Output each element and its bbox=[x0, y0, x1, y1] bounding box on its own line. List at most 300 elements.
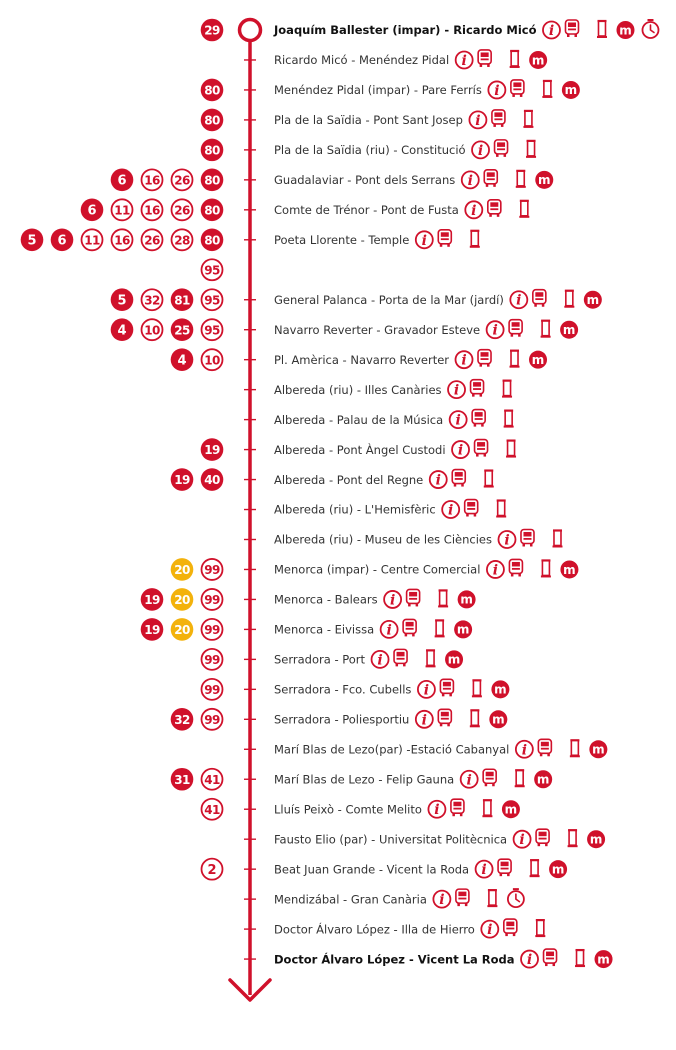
bus-line-number: 20 bbox=[174, 593, 190, 608]
svg-text:i: i bbox=[455, 412, 461, 429]
stop-row[interactable] bbox=[244, 380, 512, 399]
metro-icon[interactable] bbox=[562, 81, 580, 99]
info-icon[interactable] bbox=[462, 171, 479, 189]
totem-icon[interactable] bbox=[435, 620, 445, 636]
totem-icon[interactable] bbox=[470, 231, 480, 247]
totem-icon[interactable] bbox=[506, 441, 516, 457]
bus-line-number: 95 bbox=[204, 263, 220, 278]
stop-name[interactable]: Menorca - Balears bbox=[274, 592, 378, 607]
bus-icon[interactable] bbox=[504, 919, 517, 936]
bus-line-badge[interactable] bbox=[171, 618, 194, 641]
bus-icon[interactable] bbox=[492, 110, 505, 127]
bus-line-number: 11 bbox=[84, 233, 100, 248]
metro-icon[interactable] bbox=[534, 770, 552, 788]
bus-icon[interactable] bbox=[495, 140, 508, 157]
bus-line-badge[interactable] bbox=[202, 349, 223, 370]
stop-row[interactable] bbox=[111, 169, 554, 192]
bus-line-badge[interactable] bbox=[202, 259, 223, 280]
stop-row[interactable] bbox=[171, 708, 508, 731]
bus-line-badge[interactable] bbox=[202, 679, 223, 700]
bus-line-badge[interactable] bbox=[142, 199, 163, 220]
metro-icon[interactable] bbox=[560, 321, 578, 339]
totem-icon[interactable] bbox=[519, 201, 529, 217]
bus-icon[interactable] bbox=[498, 859, 511, 876]
bus-line-badge[interactable] bbox=[111, 318, 134, 341]
stop-row[interactable] bbox=[201, 438, 516, 461]
bus-icon[interactable] bbox=[511, 80, 524, 97]
bus-icon[interactable] bbox=[475, 440, 488, 457]
svg-text:i: i bbox=[423, 682, 430, 699]
svg-text:i: i bbox=[386, 622, 392, 639]
stop-name[interactable]: Serradora - Poliesportiu bbox=[274, 712, 410, 727]
stop-row[interactable] bbox=[171, 348, 547, 371]
bus-icon[interactable] bbox=[472, 410, 485, 427]
totem-icon[interactable] bbox=[575, 950, 585, 966]
route-start-marker bbox=[240, 20, 261, 41]
stop-row[interactable] bbox=[171, 768, 552, 791]
totem-icon[interactable] bbox=[542, 81, 552, 97]
bus-icon[interactable] bbox=[403, 619, 416, 636]
bus-line-number: 95 bbox=[204, 323, 220, 338]
info-icon[interactable] bbox=[442, 501, 459, 519]
totem-icon[interactable] bbox=[535, 920, 545, 936]
bus-line-number: 41 bbox=[204, 772, 220, 787]
bus-line-number: 16 bbox=[114, 233, 130, 248]
bus-line-badge[interactable] bbox=[142, 229, 163, 250]
totem-icon[interactable] bbox=[570, 740, 580, 756]
stop-name[interactable]: Menéndez Pidal (impar) - Pare Ferrís bbox=[274, 83, 482, 98]
svg-text:i: i bbox=[526, 952, 533, 969]
totem-icon[interactable] bbox=[496, 501, 506, 517]
svg-text:m: m bbox=[494, 682, 507, 697]
info-icon[interactable] bbox=[452, 441, 469, 459]
bus-line-badge[interactable] bbox=[141, 588, 164, 611]
info-icon[interactable] bbox=[476, 861, 493, 879]
bus-icon[interactable] bbox=[440, 679, 453, 696]
metro-icon[interactable] bbox=[616, 21, 634, 39]
bus-line-badge[interactable] bbox=[172, 229, 193, 250]
bus-line-badge[interactable] bbox=[171, 288, 194, 311]
bus-icon[interactable] bbox=[465, 500, 478, 517]
metro-icon[interactable] bbox=[584, 291, 602, 309]
bus-line-number: 26 bbox=[174, 173, 190, 188]
totem-icon[interactable] bbox=[482, 800, 492, 816]
info-icon[interactable] bbox=[521, 951, 538, 969]
bus-line-badge[interactable] bbox=[171, 558, 194, 581]
stop-row[interactable] bbox=[141, 618, 472, 641]
bus-line-number: 95 bbox=[204, 293, 220, 308]
stop-name[interactable]: Mendizábal - Gran Canària bbox=[274, 892, 427, 907]
totem-icon[interactable] bbox=[523, 111, 533, 127]
metro-icon[interactable] bbox=[454, 620, 472, 638]
totem-icon[interactable] bbox=[426, 650, 436, 666]
bus-line-badge[interactable] bbox=[202, 799, 223, 820]
svg-text:m: m bbox=[586, 293, 600, 308]
info-icon[interactable] bbox=[416, 711, 433, 729]
info-icon[interactable] bbox=[498, 531, 515, 549]
bus-line-badge[interactable] bbox=[112, 199, 133, 220]
stop-name[interactable]: Navarro Reverter - Gravador Esteve bbox=[274, 322, 481, 337]
bus-icon[interactable] bbox=[483, 769, 496, 786]
bus-icon[interactable] bbox=[438, 709, 451, 726]
bus-line-badge[interactable] bbox=[202, 859, 223, 880]
info-icon[interactable] bbox=[516, 741, 533, 759]
svg-text:i: i bbox=[521, 742, 528, 759]
bus-line-number: 26 bbox=[144, 233, 160, 248]
stop-name[interactable]: Albereda - Pont Àngel Custodi bbox=[274, 442, 446, 457]
stop-row[interactable] bbox=[244, 919, 545, 938]
bus-icon[interactable] bbox=[478, 350, 491, 367]
info-icon[interactable] bbox=[543, 22, 560, 40]
svg-text:i: i bbox=[492, 562, 499, 579]
bus-icon[interactable] bbox=[509, 559, 522, 576]
stop-row[interactable] bbox=[244, 50, 547, 69]
clock-icon[interactable] bbox=[642, 20, 658, 38]
bus-line-number: 80 bbox=[204, 83, 220, 98]
metro-icon[interactable] bbox=[502, 800, 520, 818]
metro-icon[interactable] bbox=[560, 560, 578, 578]
totem-icon[interactable] bbox=[526, 141, 536, 157]
bus-line-badge[interactable] bbox=[112, 229, 133, 250]
bus-line-badge[interactable] bbox=[142, 169, 163, 190]
stop-row[interactable] bbox=[202, 679, 510, 700]
bus-line-number: 80 bbox=[204, 233, 220, 248]
info-icon[interactable] bbox=[472, 141, 489, 159]
svg-text:i: i bbox=[434, 802, 440, 819]
svg-text:m: m bbox=[504, 802, 518, 817]
bus-icon[interactable] bbox=[521, 529, 534, 546]
bus-line-number: 16 bbox=[144, 173, 160, 188]
stop-row[interactable] bbox=[244, 829, 605, 848]
bus-line-badge[interactable] bbox=[171, 588, 194, 611]
bus-line-number: 32 bbox=[174, 712, 190, 727]
svg-text:i: i bbox=[377, 652, 383, 669]
bus-line-badge[interactable] bbox=[111, 288, 134, 311]
info-icon[interactable] bbox=[469, 111, 486, 129]
stop-row[interactable] bbox=[171, 558, 579, 581]
bus-icon[interactable] bbox=[509, 320, 522, 337]
bus-icon[interactable] bbox=[478, 50, 491, 67]
stop-row[interactable] bbox=[244, 889, 524, 908]
totem-icon[interactable] bbox=[515, 770, 525, 786]
stop-name[interactable]: Pla de la Saïdia - Pont Sant Josep bbox=[274, 113, 463, 128]
bus-line-badge[interactable] bbox=[141, 618, 164, 641]
bus-line-badge[interactable] bbox=[202, 559, 223, 580]
bus-line-number: 16 bbox=[144, 203, 160, 218]
svg-text:m: m bbox=[460, 592, 473, 607]
stop-name[interactable]: Pl. Amèrica - Navarro Reverter bbox=[274, 352, 450, 367]
totem-icon[interactable] bbox=[510, 51, 520, 67]
svg-text:i: i bbox=[504, 532, 510, 549]
bus-line-number: 99 bbox=[204, 682, 220, 697]
bus-icon[interactable] bbox=[565, 20, 578, 37]
bus-icon[interactable] bbox=[456, 889, 469, 906]
stop-row[interactable] bbox=[201, 79, 580, 102]
bus-line-number: 6 bbox=[87, 203, 97, 219]
stop-name[interactable]: Menorca - Eivissa bbox=[274, 622, 375, 637]
bus-line-number: 41 bbox=[204, 802, 220, 817]
bus-line-badge[interactable] bbox=[51, 228, 74, 251]
info-icon[interactable] bbox=[481, 921, 498, 939]
bus-icon[interactable] bbox=[484, 170, 497, 187]
bus-line-badge[interactable] bbox=[171, 768, 194, 791]
info-icon[interactable] bbox=[456, 351, 473, 369]
bus-icon[interactable] bbox=[394, 649, 407, 666]
bus-line-number: 29 bbox=[204, 23, 220, 38]
metro-icon[interactable] bbox=[587, 830, 605, 848]
stop-name[interactable]: Marí Blas de Lezo(par) -Estació Cabanyal bbox=[274, 742, 510, 757]
metro-icon[interactable] bbox=[529, 51, 547, 69]
stop-name[interactable]: Ricardo Micó - Menéndez Pidal bbox=[274, 53, 450, 68]
bus-line-number: 4 bbox=[177, 353, 187, 369]
bus-line-badge[interactable] bbox=[171, 468, 194, 491]
bus-line-number: 99 bbox=[204, 712, 220, 727]
stop-row[interactable] bbox=[141, 588, 476, 611]
svg-text:i: i bbox=[389, 592, 396, 609]
totem-icon[interactable] bbox=[564, 291, 574, 307]
bus-line-number: 10 bbox=[204, 353, 220, 368]
stop-name[interactable]: Menorca (impar) - Centre Comercial bbox=[274, 562, 481, 577]
svg-text:i: i bbox=[457, 442, 464, 459]
svg-text:i: i bbox=[439, 892, 445, 909]
stop-name[interactable]: Marí Blas de Lezo - Felip Gauna bbox=[274, 772, 455, 787]
bus-line-number: 19 bbox=[204, 443, 220, 458]
bus-line-badge[interactable] bbox=[201, 468, 224, 491]
clock-icon[interactable] bbox=[508, 889, 524, 907]
svg-text:i: i bbox=[466, 772, 472, 789]
bus-line-number: 5 bbox=[117, 293, 127, 309]
stop-row[interactable] bbox=[111, 318, 578, 341]
bus-line-number: 25 bbox=[174, 323, 190, 338]
bus-line-badge[interactable] bbox=[201, 199, 224, 222]
totem-icon[interactable] bbox=[487, 890, 497, 906]
stop-row[interactable] bbox=[244, 949, 613, 968]
stop-name[interactable]: Beat Juan Grande - Vicent la Roda bbox=[274, 862, 470, 877]
stop-name[interactable]: Lluís Peixò - Comte Melito bbox=[274, 802, 422, 817]
totem-icon[interactable] bbox=[472, 680, 482, 696]
totem-icon[interactable] bbox=[484, 471, 494, 487]
bus-line-badge[interactable] bbox=[142, 319, 163, 340]
bus-line-badge[interactable] bbox=[142, 289, 163, 310]
totem-icon[interactable] bbox=[438, 590, 448, 606]
metro-icon[interactable] bbox=[491, 680, 509, 698]
totem-icon[interactable] bbox=[470, 710, 480, 726]
bus-icon[interactable] bbox=[538, 739, 551, 756]
stop-name[interactable]: Comte de Trénor - Pont de Fusta bbox=[274, 203, 459, 218]
svg-text:i: i bbox=[453, 382, 460, 399]
bus-line-badge[interactable] bbox=[201, 19, 224, 42]
info-icon[interactable] bbox=[428, 801, 445, 819]
stop-name[interactable]: Albereda - Pont del Regne bbox=[274, 472, 424, 487]
info-icon[interactable] bbox=[384, 591, 401, 609]
svg-text:m: m bbox=[447, 652, 461, 667]
stop-row[interactable] bbox=[81, 199, 530, 222]
metro-icon[interactable] bbox=[445, 650, 463, 668]
svg-text:i: i bbox=[471, 202, 477, 219]
bus-icon[interactable] bbox=[544, 949, 557, 966]
bus-line-number: 80 bbox=[204, 143, 220, 158]
stop-row[interactable] bbox=[171, 468, 494, 491]
stop-row[interactable] bbox=[244, 410, 514, 429]
bus-icon[interactable] bbox=[533, 290, 546, 307]
stop-name[interactable]: General Palanca - Porta de la Mar (jardí) bbox=[274, 292, 504, 307]
info-icon[interactable] bbox=[487, 321, 504, 339]
stop-name[interactable]: Fausto Elio (par) - Universitat Politècnica bbox=[274, 832, 508, 847]
bus-line-number: 99 bbox=[204, 563, 220, 578]
bus-line-number: 4 bbox=[117, 323, 127, 339]
bus-line-badge[interactable] bbox=[171, 318, 194, 341]
stop-row[interactable] bbox=[244, 739, 607, 758]
info-icon[interactable] bbox=[372, 651, 389, 669]
stop-name[interactable]: Poeta Llorente - Temple bbox=[274, 232, 410, 247]
bus-line-badge[interactable] bbox=[171, 348, 194, 371]
svg-text:i: i bbox=[467, 172, 473, 189]
stop-row[interactable] bbox=[202, 859, 568, 880]
bus-line-badge[interactable] bbox=[171, 708, 194, 731]
bus-line-number: 19 bbox=[174, 473, 190, 488]
bus-line-number: 19 bbox=[144, 623, 160, 637]
bus-icon[interactable] bbox=[536, 829, 549, 846]
info-icon[interactable] bbox=[510, 291, 527, 309]
bus-line-number: 6 bbox=[117, 173, 127, 189]
bus-line-number: 40 bbox=[204, 473, 220, 488]
bus-icon[interactable] bbox=[407, 589, 420, 606]
info-icon[interactable] bbox=[381, 621, 398, 639]
info-icon[interactable] bbox=[487, 561, 504, 579]
totem-icon[interactable] bbox=[597, 21, 607, 37]
bus-line-badge[interactable] bbox=[202, 649, 223, 670]
bus-line-badge[interactable] bbox=[202, 619, 223, 640]
metro-icon[interactable] bbox=[535, 171, 553, 189]
bus-line-number: 31 bbox=[174, 772, 190, 787]
stop-name[interactable]: Albereda - Palau de la Música bbox=[274, 412, 444, 427]
totem-icon[interactable] bbox=[541, 321, 551, 337]
info-icon[interactable] bbox=[456, 51, 473, 69]
bus-line-badge[interactable] bbox=[202, 709, 223, 730]
metro-icon[interactable] bbox=[489, 710, 507, 728]
metro-icon[interactable] bbox=[549, 860, 567, 878]
metro-icon[interactable] bbox=[595, 950, 613, 968]
stop-row[interactable] bbox=[202, 259, 223, 280]
svg-text:m: m bbox=[592, 742, 605, 757]
totem-icon[interactable] bbox=[516, 171, 526, 187]
info-icon[interactable] bbox=[416, 231, 433, 249]
totem-icon[interactable] bbox=[502, 381, 512, 397]
stop-name[interactable]: Albereda (riu) - Illes Canàries bbox=[274, 382, 442, 397]
svg-text:i: i bbox=[481, 862, 487, 879]
info-icon[interactable] bbox=[514, 831, 531, 849]
svg-text:i: i bbox=[548, 23, 555, 39]
bus-line-badge[interactable] bbox=[201, 228, 224, 251]
info-icon[interactable] bbox=[488, 81, 505, 99]
stop-name[interactable]: Albereda (riu) - Museu de les Ciències bbox=[274, 532, 492, 547]
metro-icon[interactable] bbox=[589, 740, 607, 758]
bus-line-number: 80 bbox=[204, 173, 220, 188]
svg-text:m: m bbox=[564, 83, 578, 98]
stop-name[interactable]: Guadalaviar - Pont dels Serrans bbox=[274, 173, 456, 188]
bus-line-badge[interactable] bbox=[201, 139, 224, 162]
bus-icon[interactable] bbox=[451, 799, 464, 816]
stop-name[interactable]: Joaquím Ballester (impar) - Ricardo Micó bbox=[274, 23, 537, 38]
bus-line-badge[interactable] bbox=[201, 438, 224, 461]
svg-text:m: m bbox=[619, 23, 632, 38]
stop-name[interactable]: Pla de la Saïdia (riu) - Constitució bbox=[274, 143, 466, 158]
stop-name[interactable]: Doctor Álvaro López - Vicent La Roda bbox=[274, 952, 515, 967]
svg-text:i: i bbox=[475, 112, 481, 129]
stop-name[interactable]: Serradora - Port bbox=[274, 652, 366, 667]
stop-row[interactable] bbox=[244, 529, 562, 548]
bus-line-number: 99 bbox=[204, 623, 220, 637]
bus-line-badge[interactable] bbox=[82, 229, 103, 250]
bus-line-number: 11 bbox=[114, 203, 130, 218]
bus-line-badge[interactable] bbox=[172, 199, 193, 220]
bus-line-badge[interactable] bbox=[202, 319, 223, 340]
stop-row[interactable] bbox=[111, 288, 602, 311]
bus-line-badge[interactable] bbox=[21, 228, 44, 251]
bus-icon[interactable] bbox=[471, 380, 484, 397]
stop-name[interactable]: Doctor Álvaro López - Illa de Hierro bbox=[274, 922, 475, 937]
bus-line-badge[interactable] bbox=[172, 169, 193, 190]
svg-text:m: m bbox=[531, 53, 545, 68]
info-icon[interactable] bbox=[430, 471, 447, 489]
bus-line-number: 19 bbox=[144, 593, 160, 608]
svg-text:m: m bbox=[538, 173, 551, 188]
bus-icon[interactable] bbox=[438, 230, 451, 247]
totem-icon[interactable] bbox=[510, 351, 520, 367]
metro-icon[interactable] bbox=[529, 351, 547, 369]
bus-line-badge[interactable] bbox=[201, 109, 224, 132]
bus-line-badge[interactable] bbox=[111, 169, 134, 192]
totem-icon[interactable] bbox=[568, 830, 578, 846]
stop-row[interactable] bbox=[201, 19, 659, 42]
bus-line-badge[interactable] bbox=[201, 79, 224, 102]
metro-icon[interactable] bbox=[458, 590, 476, 608]
svg-text:m: m bbox=[562, 323, 576, 337]
stops-layer bbox=[21, 19, 659, 968]
bus-icon[interactable] bbox=[488, 200, 501, 217]
bus-line-badge[interactable] bbox=[201, 169, 224, 192]
stop-row[interactable] bbox=[244, 500, 506, 519]
stop-name[interactable]: Albereda (riu) - L'Hemisfèric bbox=[274, 502, 436, 517]
bus-line-number: 10 bbox=[144, 323, 160, 338]
totem-icon[interactable] bbox=[530, 860, 540, 876]
svg-text:i: i bbox=[421, 232, 427, 249]
svg-text:i: i bbox=[461, 52, 467, 69]
bus-line-badge[interactable] bbox=[202, 769, 223, 790]
bus-line-number: 32 bbox=[144, 293, 160, 308]
svg-text:i: i bbox=[448, 502, 454, 519]
stop-row[interactable] bbox=[202, 649, 464, 670]
bus-line-badge[interactable] bbox=[81, 199, 104, 222]
svg-text:m: m bbox=[531, 352, 545, 367]
totem-icon[interactable] bbox=[504, 411, 514, 427]
info-icon[interactable] bbox=[433, 891, 450, 909]
bus-line-badge[interactable] bbox=[202, 589, 223, 610]
info-icon[interactable] bbox=[461, 771, 478, 789]
svg-text:i: i bbox=[519, 832, 525, 849]
bus-line-number: 99 bbox=[204, 652, 220, 667]
info-icon[interactable] bbox=[450, 411, 467, 429]
svg-text:i: i bbox=[492, 322, 498, 339]
bus-icon[interactable] bbox=[452, 470, 465, 487]
info-icon[interactable] bbox=[418, 681, 435, 699]
bus-line-badge[interactable] bbox=[202, 289, 223, 310]
info-icon[interactable] bbox=[465, 201, 482, 219]
info-icon[interactable] bbox=[448, 381, 465, 399]
totem-icon[interactable] bbox=[552, 530, 562, 546]
stop-name[interactable]: Serradora - Fco. Cubells bbox=[274, 682, 412, 697]
totem-icon[interactable] bbox=[541, 560, 551, 576]
